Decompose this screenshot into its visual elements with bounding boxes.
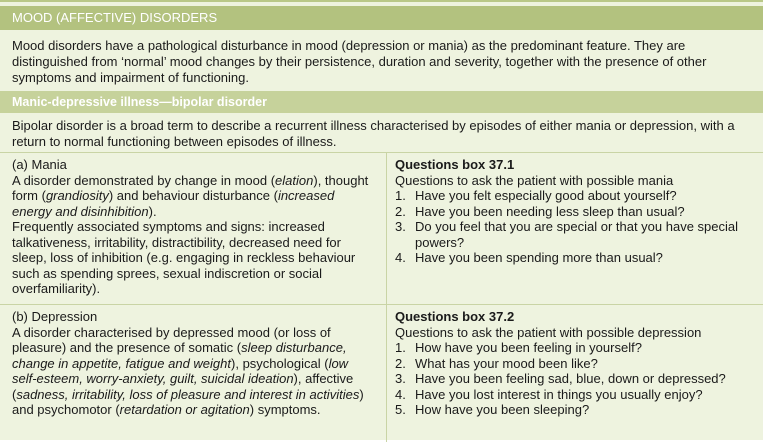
questions-box-37-2 [395,309,757,418]
column-divider [386,153,387,442]
list-item [395,402,757,418]
bipolar-subheader: Manic-depressive illness—bipolar disorder [0,91,763,113]
item-number: 1. [395,340,406,355]
list-item [395,340,757,356]
questions-box-intro: Questions to ask the patient with possible depression [395,324,702,340]
list-item [395,387,757,403]
item-text: How have you been sleeping? [415,402,590,417]
list-item [395,356,757,372]
list-item [395,371,757,387]
item-number: 2. [395,355,406,371]
mania-def-part: ) and behaviour disturbance ( [108,188,278,203]
item-text: What has your mood been like? [415,355,598,371]
list-item [395,204,757,220]
row-divider [0,152,763,153]
item-text: Have you been feeling sad, blue, down or depressed? [415,371,726,386]
depression-def-part: retardation or agitation [119,402,250,417]
item-number: 3. [395,219,406,234]
depression-def-part: sadness, irritability, loss of pleasure and interest in activities [16,386,360,402]
item-number: 5. [395,402,406,417]
depression-def-part: ) and psychomotor ( [12,386,364,417]
questions-box-title: Questions box 37.2 [395,309,515,324]
item-text: Have you been spending more than usual? [415,250,663,265]
row-divider [0,304,763,305]
mania-symptoms: Frequently associated symptoms and signs: increased talkativeness, irritability, distractibility, decreased need for sleep, loss of inhibition (e.g. engaging in reckless behaviour such as spending sprees, sexual indiscretion or social overfamiliarity). [12,219,356,296]
mania-definition [12,173,372,220]
table-header: MOOD (AFFECTIVE) DISORDERS [0,6,763,30]
item-number: 2. [395,203,406,219]
questions-box-title: Questions box 37.1 [395,157,515,172]
mania-def-part: grandiosity [45,188,109,203]
depression-definition [12,325,372,418]
intro-paragraph: Mood disorders have a pathological disturbance in mood (depression or mania) as the predominant feature. They are distinguished from ‘normal’ mood changes by their persistence, duration and severity, together with the presence of other symptoms and impairment of functioning. [12,38,707,85]
questions-list [395,340,757,418]
list-item [395,188,757,204]
questions-box-intro: Questions to ask the patient with possible mania [395,172,674,188]
mania-def-part: A disorder demonstrated by change in mood ( [12,172,276,188]
depression-def-part: low self-esteem, worry-anxiety, guilt, suicidal ideation [12,355,349,386]
bipolar-paragraph: Bipolar disorder is a broad term to describe a recurrent illness characterised by episodes of either mania or depression, with a return to normal functioning between episodes of illness. [12,118,735,149]
item-text: How have you been feeling in yourself? [415,340,642,355]
item-number: 1. [395,188,406,203]
item-number: 4. [395,250,406,265]
item-number: 4. [395,386,406,402]
list-item [395,219,757,250]
item-number: 3. [395,371,406,386]
questions-list [395,188,757,266]
questions-box-37-1 [395,157,757,266]
depression-section [12,309,372,418]
depression-def-part: sleep disturbance, change in appetite, fatigue and weight [12,340,347,371]
item-text: Have you lost interest in things you usually enjoy? [415,386,703,402]
depression-def-part: ), affective ( [12,371,354,402]
mania-def-part: elation [275,172,314,188]
mania-def-part: ), thought form ( [12,172,369,203]
depression-def-part: A disorder characterised by depressed mood (or loss of pleasure) and the presence of somatic ( [12,324,331,355]
mania-title: (a) Mania [12,157,67,172]
item-text: Have you been needing less sleep than usual? [415,203,685,219]
mania-section [12,157,372,297]
item-text: Have you felt especially good about yourself? [415,188,677,203]
item-text: Do you feel that you are special or that you have special powers? [415,219,739,250]
mania-def-part: ). [148,203,157,219]
list-item [395,250,757,266]
mania-def-part: increased energy and disinhibition [12,188,335,219]
depression-def-part: ), psychological ( [231,355,329,371]
depression-title: (b) Depression [12,309,98,324]
depression-def-part: ) symptoms. [249,402,321,417]
